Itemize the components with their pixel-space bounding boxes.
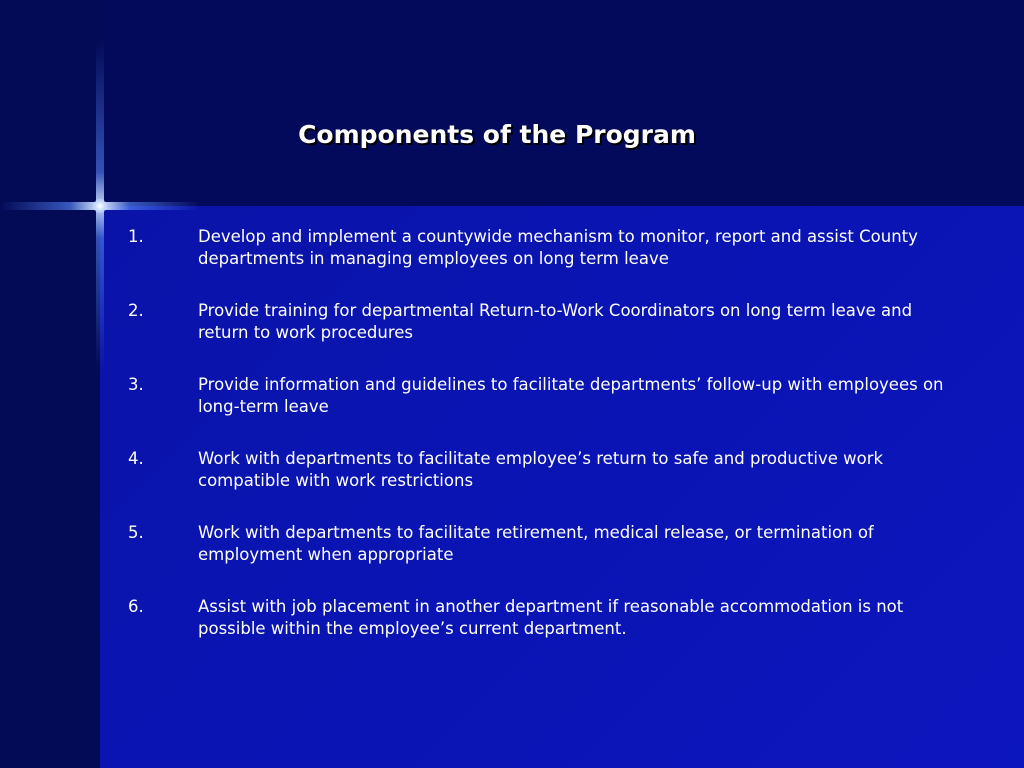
list-item-number: 6. (128, 597, 144, 616)
list-item-text: Provide training for departmental Return-to-Work Coordinators on long term leave and return to work procedures (198, 301, 913, 342)
list-item (128, 300, 958, 344)
list-item-number: 3. (128, 375, 144, 394)
left-background-band (0, 0, 100, 768)
list-item (128, 522, 958, 566)
list-item (128, 448, 958, 492)
list-item-number: 1. (128, 227, 144, 246)
list-item-text: Work with departments to facilitate retirement, medical release, or termination of employment when appropriate (198, 523, 874, 564)
slide-title: Components of the Program (298, 120, 696, 149)
list-item-text: Assist with job placement in another department if reasonable accommodation is not possible within the employee’s current department. (198, 597, 904, 638)
list-item-number: 2. (128, 301, 144, 320)
list-item-number: 5. (128, 523, 144, 542)
list-item (128, 596, 958, 640)
star-sparkle-icon (93, 199, 107, 213)
list-item-text: Work with departments to facilitate employee’s return to safe and productive work compatible with work restrictions (198, 449, 884, 490)
numbered-list (128, 226, 958, 670)
top-background-band (100, 0, 1024, 206)
list-item-text: Provide information and guidelines to facilitate departments’ follow-up with employees on long-term leave (198, 375, 944, 416)
list-item (128, 226, 958, 270)
list-item-number: 4. (128, 449, 144, 468)
list-item-text: Develop and implement a countywide mechanism to monitor, report and assist County departments in managing employees on long term leave (198, 227, 918, 268)
list-item (128, 374, 958, 418)
